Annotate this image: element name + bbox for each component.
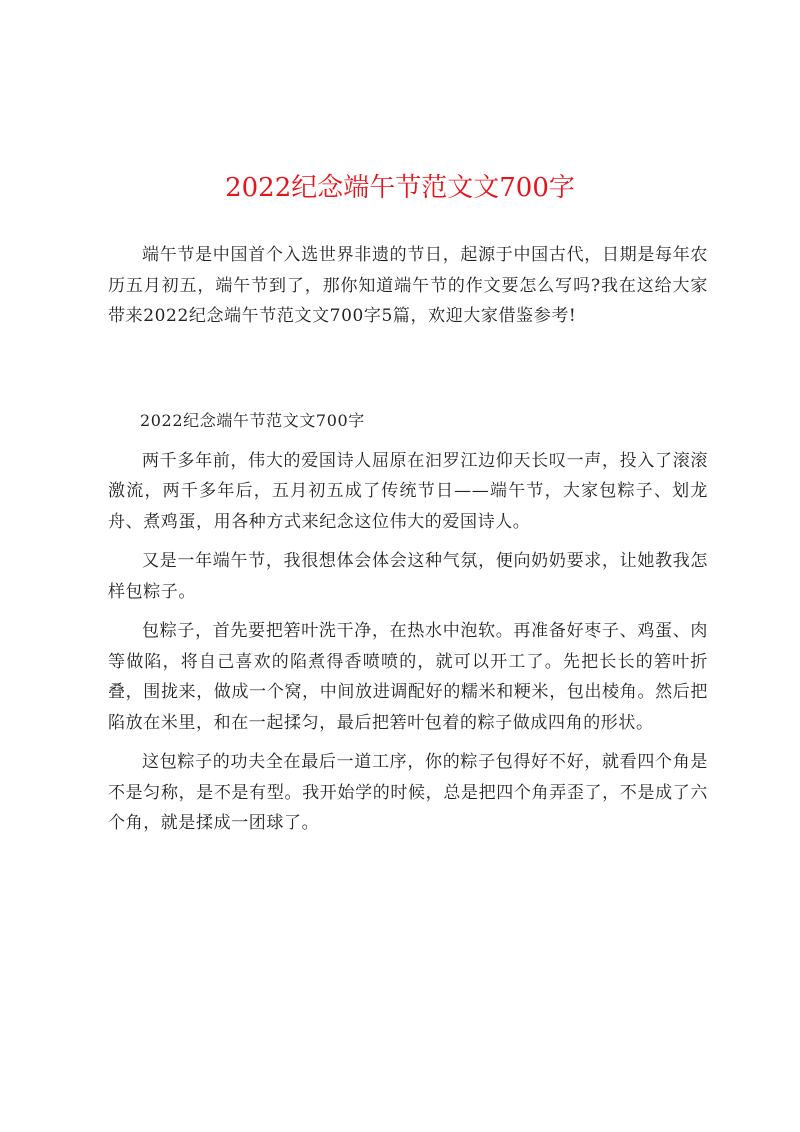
essay-section bbox=[108, 406, 708, 839]
essay-paragraph-4: 这包粽子的功夫全在最后一道工序，你的粽子包得好不好，就看四个角是不是匀称，是不是有型。我开始学的时候，总是把四个角弄歪了，不是成了六个角，就是揉成一团球了。 bbox=[108, 752, 708, 833]
intro-section bbox=[108, 240, 708, 332]
intro-paragraph: 端午节是中国首个入选世界非遗的节日，起源于中国古代，日期是每年农历五月初五，端午节到了，那你知道端午节的作文要怎么写吗?我在这给大家带来2022纪念端午节范文文700字5篇，欢迎大家借鉴参考! bbox=[108, 245, 708, 326]
essay-paragraph-2: 又是一年端午节，我很想体会体会这种气氛，便向奶奶要求，让她教我怎样包粽子。 bbox=[108, 551, 708, 602]
essay-paragraph-1: 两千多年前，伟大的爱国诗人屈原在汩罗江边仰天长叹一声，投入了滚滚激流，两千多年后，五月初五成了传统节日——端午节，大家包粽子、划龙舟、煮鸡蛋，用各种方式来纪念这位伟大的爱国诗人。 bbox=[108, 450, 708, 532]
essay-paragraph-3: 包粽子，首先要把箬叶洗干净，在热水中泡软。再准备好枣子、鸡蛋、肉等做陷，将自己喜欢的陷煮得香喷喷的，就可以开工了。先把长长的箬叶折叠，围拢来，做成一个窝，中间放进调配好的糯米和粳米，包出棱角。然后把陷放在米里，和在一起揉匀，最后把箬叶包着的粽子做成四角的形状。 bbox=[108, 621, 708, 733]
document-title: 2022纪念端午节范文文700字 bbox=[225, 173, 575, 203]
essay-subheading: 2022纪念端午节范文文700字 bbox=[140, 411, 365, 430]
